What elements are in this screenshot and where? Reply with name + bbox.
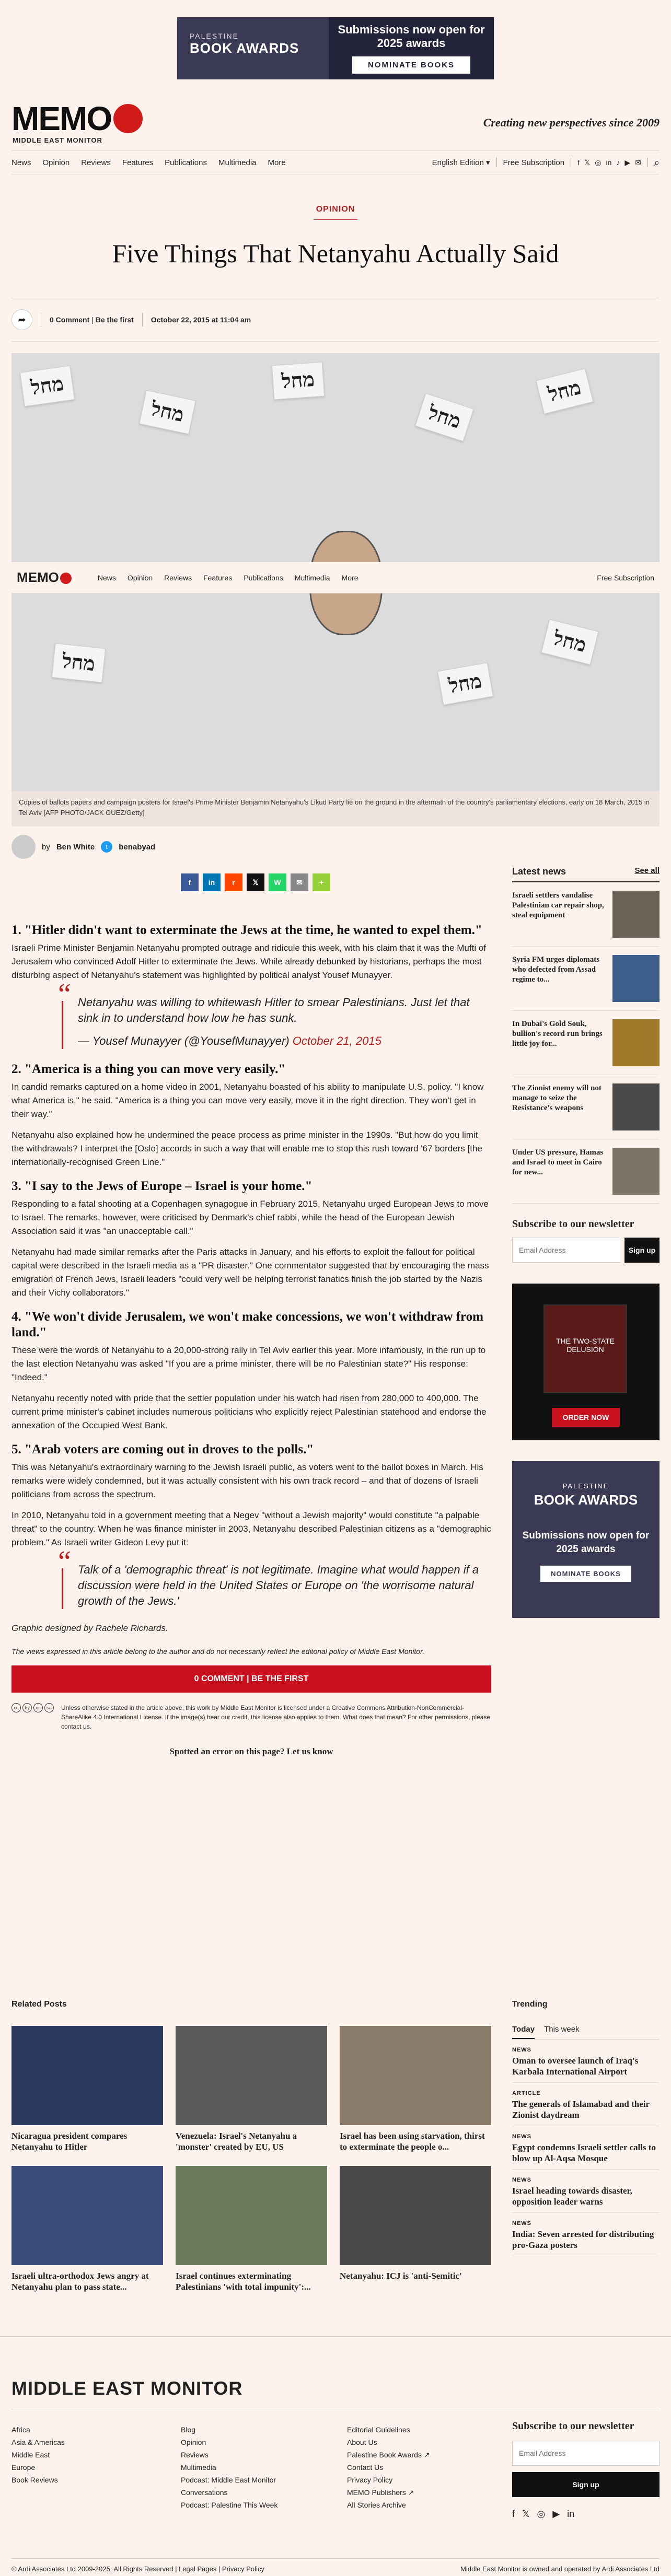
awards-ad[interactable] [512, 1461, 660, 1618]
site-footer [0, 2336, 671, 2576]
news-item[interactable] [512, 1075, 660, 1139]
news-item[interactable] [512, 1011, 660, 1075]
copyright-bar [11, 2558, 660, 2573]
news-title: In Dubai's Gold Souk, bullion's record run brings little joy for... [512, 1020, 603, 1048]
news-title: The Zionist enemy will not manage to seize the Resistance's weapons [512, 1084, 601, 1112]
footer-link[interactable]: About Us [347, 2438, 377, 2446]
trending-kind: ARTICLE [512, 2090, 541, 2096]
footer-link[interactable]: Middle East [11, 2451, 50, 2459]
news-title: Under US pressure, Hamas and Israel to meet in Cairo for new... [512, 1148, 604, 1176]
sidebar [512, 866, 660, 1618]
footer-link[interactable]: All Stories Archive [347, 2501, 406, 2509]
related-post[interactable] [11, 2166, 163, 2292]
top-ad-banner[interactable] [177, 17, 494, 79]
trending-kind: NEWS [512, 2220, 531, 2227]
related-thumbnail [11, 2166, 163, 2265]
share-icon[interactable]: ➦ [11, 309, 32, 330]
report-error-link[interactable]: Spotted an error on this page? Let us know [169, 1746, 333, 1756]
footer-social [512, 2509, 660, 2520]
related-post[interactable] [176, 2166, 327, 2292]
tab-today[interactable]: Today [512, 2025, 535, 2039]
related-post[interactable] [340, 2166, 491, 2292]
footer-col-sections [181, 2423, 311, 2511]
paragraph: Netanyahu recently noted with pride that the settler population under his watch had risen from 280,000 to 400,000. The current prime minister's cabinet includes numerous politicians who explicitly reject Palestinian statehood and endorse the annexation of the Occupied West Bank. [11, 1393, 487, 1430]
book-cover: THE TWO-STATE DELUSION [543, 1304, 627, 1393]
quote-icon: “ [58, 1545, 71, 1578]
news-title: Israeli settlers vandalise Palestinian car repair shop, steal equipment [512, 891, 604, 919]
ballot-paper: מחל [536, 368, 593, 414]
hero-caption: Copies of ballots papers and campaign posters for Israel's Prime Minister Benjamin Netanyahu's Likud Party lie on the ground in the aftermath of the country's parliamentary elections, early on 18 March, 2015 in Tel Aviv [AFP PHOTO/JACK GUEZ/Getty] [11, 791, 660, 826]
related-thumbnail [11, 2026, 163, 2125]
paragraph: Netanyahu also explained how he undermined the peace process as prime minister in the 1990s. "But how do you limit the withdrawals? I interpret the [Oslo] accords in such a way that will enable me to stop this rush toward '67 borders [the internationally-recognised Green Line." [11, 1130, 482, 1167]
share-linkedin-button[interactable]: in [203, 873, 221, 891]
nav-news[interactable]: News [11, 158, 31, 167]
nav-more[interactable]: More [268, 158, 286, 167]
footer-link[interactable]: Podcast: Middle East Monitor Conversations [181, 2476, 276, 2497]
quote-attribution: — Yousef Munayyer (@YousefMunayyer) October 21, 2015 [78, 1034, 381, 1047]
ad-big: BOOK AWARDS [190, 40, 299, 56]
trending-headline: Israel heading towards disaster, opposition leader warns [512, 2186, 632, 2207]
news-item[interactable] [512, 947, 660, 1011]
paragraph: Responding to a fatal shooting at a Copenhagen synagogue in February 2015, Netanyahu urged European Jews to move to Israel. The remarks, however, were criticised by Denmark's chief rabbi, while the head of the European Jewish Association said it was "an unacceptable call." [11, 1199, 489, 1236]
nav-publications[interactable]: Publications [165, 158, 207, 167]
footer-link[interactable]: Book Reviews [11, 2476, 58, 2484]
main-nav [11, 150, 660, 174]
search-icon[interactable]: ⌕ [654, 157, 660, 168]
facebook-icon[interactable]: f [577, 158, 580, 167]
footer-newsletter [512, 2420, 660, 2520]
section-heading: 5. "Arab voters are coming out in droves to the polls." [11, 1442, 314, 1456]
youtube-icon[interactable]: ▶ [552, 2509, 560, 2519]
strip-nav-item: More [341, 573, 358, 582]
instagram-icon[interactable]: ◎ [595, 158, 601, 167]
trending-kind: NEWS [512, 2047, 531, 2053]
copyright-text: © Ardi Associates Ltd 2009-2025. All Rights Reserved | Legal Pages | Privacy Policy [11, 2565, 264, 2573]
youtube-icon[interactable]: ▶ [624, 158, 631, 167]
ad-text: Submissions now open for 2025 awards [522, 1530, 650, 1555]
article-meta-bar [11, 298, 660, 342]
ad-brand [177, 17, 329, 79]
news-thumbnail [612, 1148, 660, 1195]
footer-link[interactable]: Blog [181, 2426, 196, 2434]
ballot-paper: מחל [272, 362, 325, 400]
latest-news-header [512, 866, 660, 882]
news-thumbnail [612, 1019, 660, 1066]
strip-subscription: Free Subscription [597, 573, 654, 582]
strip-nav-item: Opinion [127, 573, 153, 582]
trending-headline: The generals of Islamabad and their Zionist daydream [512, 2099, 650, 2120]
share-whatsapp-button[interactable]: W [269, 873, 286, 891]
x-icon[interactable]: 𝕏 [522, 2509, 530, 2519]
quote-text: Talk of a 'demographic threat' is not legitimate. Imagine what would happen if a discussion were held in the United States or Europe on 'the worrisome natural growth of the Jews.' [78, 1563, 479, 1607]
ballot-paper: מחל [139, 390, 195, 435]
owner-text: Middle East Monitor is owned and operated by Ardi Associates Ltd [460, 2565, 660, 2573]
category-label[interactable]: OPINION [316, 205, 355, 214]
related-title: Israeli ultra-orthodox Jews angry at Netanyahu plan to pass state... [11, 2271, 149, 2292]
news-thumbnail [612, 1083, 660, 1130]
paragraph: In candid remarks captured on a home video in 2001, Netanyahu boasted of his ability to manipulate U.S. policy. "I know what America is," he said. "America is a thing you can move very easily, move it in the right direction. They won't get in their way." [11, 1082, 484, 1119]
nav-divider [496, 158, 497, 167]
footer-link[interactable]: Contact Us [347, 2463, 384, 2472]
nav-features[interactable]: Features [122, 158, 154, 167]
section-heading: 4. "We won't divide Jerusalem, we won't make concessions, we won't withdraw from land." [11, 1310, 483, 1339]
tweet-date-link[interactable]: October 21, 2015 [292, 1034, 381, 1047]
author-avatar[interactable] [11, 835, 36, 859]
hero-embedded-nav [11, 562, 660, 593]
paragraph: Israeli Prime Minister Benjamin Netanyahu prompted outrage and ridicule this week, with his claim that it was the Mufti of Jerusalem who convinced Adolf Hitler to exterminate the Jews. While already debunked by historians, perhaps the most disturbing aspect of Netanyahu's statement was highlighted by political analyst Yousef Munayyer. [11, 943, 487, 980]
footer-newsletter-title: Subscribe to our newsletter [512, 2420, 634, 2432]
section-heading: 2. "America is a thing you can move very easily." [11, 1062, 286, 1076]
related-title: Israel has been using starvation, thirst to exterminate the people o... [340, 2131, 485, 2152]
trending-item[interactable] [512, 2170, 660, 2213]
email-icon[interactable]: ✉ [635, 158, 641, 167]
related-post[interactable] [340, 2026, 491, 2152]
strip-logo: MEMO [17, 569, 72, 586]
linkedin-icon[interactable]: in [606, 158, 612, 167]
book-ad[interactable] [512, 1284, 660, 1440]
ballot-paper: מחל [541, 619, 598, 665]
order-now-button[interactable]: ORDER NOW [552, 1408, 620, 1427]
related-thumbnail [340, 2166, 491, 2265]
disclaimer: The views expressed in this article belong to the author and do not necessarily reflect the editorial policy of Middle East Monitor. [11, 1647, 425, 1656]
share-email-button[interactable]: ✉ [291, 873, 308, 891]
footer-link[interactable]: Reviews [181, 2451, 209, 2459]
tweet-quote [58, 978, 491, 1049]
trending-title: Trending [512, 2000, 548, 2009]
social-links [577, 158, 641, 167]
tab-this-week[interactable]: This week [544, 2025, 580, 2034]
footer-link[interactable]: Editorial Guidelines [347, 2426, 410, 2434]
ballot-paper: מחל [437, 662, 493, 705]
quote-text: Netanyahu was willing to whitewash Hitler to smear Palestinians. Just let that sink in to understand how low he has sunk. [78, 996, 470, 1024]
share-x-button[interactable]: 𝕏 [247, 873, 264, 891]
linkedin-icon[interactable]: in [567, 2509, 575, 2519]
blockquote [58, 1545, 491, 1609]
related-posts-title: Related Posts [11, 2000, 67, 2009]
site-tagline: Creating new perspectives since 2009 [483, 116, 660, 129]
footer-col-regions [11, 2423, 65, 2486]
author-handle[interactable]: benabyad [119, 842, 156, 852]
tiktok-icon[interactable]: ♪ [616, 158, 620, 167]
trending-headline: Oman to oversee launch of Iraq's Karbala International Airport [512, 2056, 639, 2077]
footer-signup-button[interactable]: Sign up [512, 2472, 660, 2497]
signup-button[interactable]: Sign up [624, 1238, 660, 1263]
footer-link[interactable]: Europe [11, 2463, 36, 2472]
related-title: Venezuela: Israel's Netanyahu a 'monster' created by EU, US [176, 2131, 297, 2152]
ballot-paper: מחל [52, 643, 106, 683]
trending-tabs [512, 2025, 660, 2039]
site-logo[interactable] [11, 100, 143, 144]
logo-subtitle: MIDDLE EAST MONITOR [13, 136, 102, 144]
trending-kind: NEWS [512, 2177, 531, 2183]
news-thumbnail [612, 955, 660, 1002]
share-facebook-button[interactable]: f [181, 873, 199, 891]
footer-link[interactable]: Podcast: Palestine This Week [181, 2501, 278, 2509]
cc-license-icon[interactable]: cc by nc sa [11, 1703, 54, 1731]
strip-nav-item: Publications [244, 573, 283, 582]
x-icon[interactable]: 𝕏 [584, 158, 591, 167]
newsletter-email-input[interactable] [512, 1238, 620, 1263]
trending-item[interactable] [512, 2083, 660, 2126]
ad-body [329, 23, 494, 74]
trending-item[interactable] [512, 2039, 660, 2083]
nav-reviews[interactable]: Reviews [81, 158, 111, 167]
newsletter-title: Subscribe to our newsletter [512, 1218, 634, 1230]
footer-link[interactable]: Africa [11, 2426, 30, 2434]
news-item[interactable] [512, 882, 660, 947]
ad-nominate-button[interactable]: NOMINATE BOOKS [352, 56, 470, 74]
related-thumbnail [176, 2166, 327, 2265]
comment-count[interactable]: 0 Comment | Be the first [50, 316, 134, 324]
trending-headline: India: Seven arrested for distributing pro-Gaza posters [512, 2229, 654, 2250]
article-body [11, 913, 491, 1758]
strip-nav-item: Features [203, 573, 233, 582]
ad-nominate-button[interactable]: NOMINATE BOOKS [540, 1566, 631, 1582]
related-title: Israel continues exterminating Palestinians 'with total impunity':... [176, 2271, 311, 2292]
section-heading: 3. "I say to the Jews of Europe – Israel is your home." [11, 1179, 313, 1193]
instagram-icon[interactable]: ◎ [537, 2509, 546, 2519]
footer-link[interactable]: Asia & Americas [11, 2438, 65, 2446]
footer-link[interactable]: Opinion [181, 2438, 206, 2446]
strip-nav-item: Multimedia [294, 573, 330, 582]
author-name[interactable]: Ben White [56, 842, 95, 852]
ad-big: BOOK AWARDS [534, 1492, 638, 1508]
facebook-icon[interactable]: f [512, 2509, 515, 2519]
trending [512, 2000, 660, 2256]
ad-small: PALESTINE [190, 32, 239, 40]
page-title: Five Things That Netanyahu Actually Said [112, 239, 559, 268]
footer-col-about [347, 2423, 430, 2511]
license-block [11, 1703, 491, 1731]
news-thumbnail [612, 891, 660, 938]
news-item[interactable] [512, 1139, 660, 1204]
footer-link[interactable]: Multimedia [181, 2463, 216, 2472]
ballot-paper: מחל [20, 366, 75, 407]
related-title: Netanyahu: ICJ is 'anti-Semitic' [340, 2271, 462, 2281]
newsletter-box [512, 1218, 660, 1263]
related-thumbnail [176, 2026, 327, 2125]
twitter-icon[interactable]: t [101, 841, 112, 853]
comment-button[interactable]: 0 COMMENT | BE THE FIRST [11, 1665, 491, 1693]
trending-item[interactable] [512, 2213, 660, 2256]
related-thumbnail [340, 2026, 491, 2125]
free-subscription-link[interactable]: Free Subscription [503, 158, 565, 167]
related-title: Nicaragua president compares Netanyahu to Hitler [11, 2131, 128, 2152]
news-title: Syria FM urges diplomats who defected from Assad regime to... [512, 955, 600, 984]
logo-dot-icon [113, 104, 143, 133]
logo-text: MEMO [11, 100, 112, 137]
hero-image [11, 353, 660, 791]
footer-link[interactable]: MEMO Publishers ↗ [347, 2488, 414, 2497]
ad-small: PALESTINE [562, 1482, 609, 1490]
share-reddit-button[interactable]: r [225, 873, 242, 891]
footer-email-input[interactable] [512, 2441, 660, 2466]
quote-icon: “ [58, 978, 71, 1010]
publish-date: October 22, 2015 at 11:04 am [151, 316, 251, 324]
nav-opinion[interactable]: Opinion [42, 158, 70, 167]
nav-multimedia[interactable]: Multimedia [218, 158, 257, 167]
category-underline [314, 219, 357, 220]
paragraph: Netanyahu had made similar remarks after the Paris attacks in January, and his efforts to exploit the fallout for political capital were described in the Israeli media as a "PR disaster." One commentator suggested that by encouraging the mass emigration of French Jews, Israeli leaders "could very well be helping terrorist fanatics finish the job started by the Nazis and their Vichy collaborators." [11, 1247, 489, 1298]
section-heading: 1. "Hitler didn't want to exterminate the Jews at the time, he wanted to expel them." [11, 923, 482, 937]
meta-divider [142, 313, 143, 327]
ad-text: Submissions now open for 2025 awards [338, 23, 485, 50]
edition-select[interactable]: English Edition ▾ [432, 158, 490, 167]
paragraph: This was Netanyahu's extraordinary warning to the Jewish Israeli public, as voters went to the ballot boxes in March. His remarks were widely condemned, but it was actually consistent with his own track record – and that of dozens of Israeli politicians from across the spectrum. [11, 1462, 483, 1499]
see-all-link[interactable]: See all [634, 866, 660, 875]
ballot-paper: מחל [415, 393, 473, 442]
footer-link[interactable]: Privacy Policy [347, 2476, 393, 2484]
footer-brand[interactable]: MIDDLE EAST MONITOR [11, 2377, 243, 2399]
trending-item[interactable] [512, 2126, 660, 2170]
author-block [11, 835, 155, 859]
related-post[interactable] [11, 2026, 163, 2152]
paragraph: In 2010, Netanyahu told in a government meeting that a Negev "without a Jewish majority" would constitute "a palpable threat" to the country. When he was finance minister in 2003, Netanyahu described Palestinian citizens as a "demographic problem." As Israeli writer Gideon Levy put it: [11, 1510, 491, 1547]
author-by: by [42, 842, 50, 852]
share-buttons [181, 873, 330, 891]
share-more-button[interactable]: + [313, 873, 330, 891]
nav-divider [647, 158, 648, 167]
latest-news-title: Latest news [512, 866, 566, 877]
graphic-credit: Graphic designed by Rachele Richards. [11, 1623, 168, 1633]
strip-nav-item: Reviews [164, 573, 192, 582]
trending-kind: NEWS [512, 2134, 531, 2140]
footer-link[interactable]: Palestine Book Awards ↗ [347, 2451, 430, 2459]
paragraph: These were the words of Netanyahu to a 20,000-strong rally in Tel Aviv earlier this year. More infamously, in the run up to the last election Netanyahu was asked "If you are a prime minister, there will be no Palestinian state?" His response: "Indeed." [11, 1345, 486, 1382]
trending-headline: Egypt condemns Israeli settler calls to blow up Al-Aqsa Mosque [512, 2142, 656, 2163]
strip-nav-item: News [97, 573, 116, 582]
related-posts [11, 2026, 491, 2292]
related-post[interactable] [176, 2026, 327, 2152]
license-text: Unless otherwise stated in the article above, this work by Middle East Monitor is licensed under a Creative Commons Attribution-NonCommercial-ShareAlike 4.0 International License. If the image(s) bear our credit, this license also applies to them. What does that mean? For other permissions, please contact us. [61, 1704, 491, 1730]
